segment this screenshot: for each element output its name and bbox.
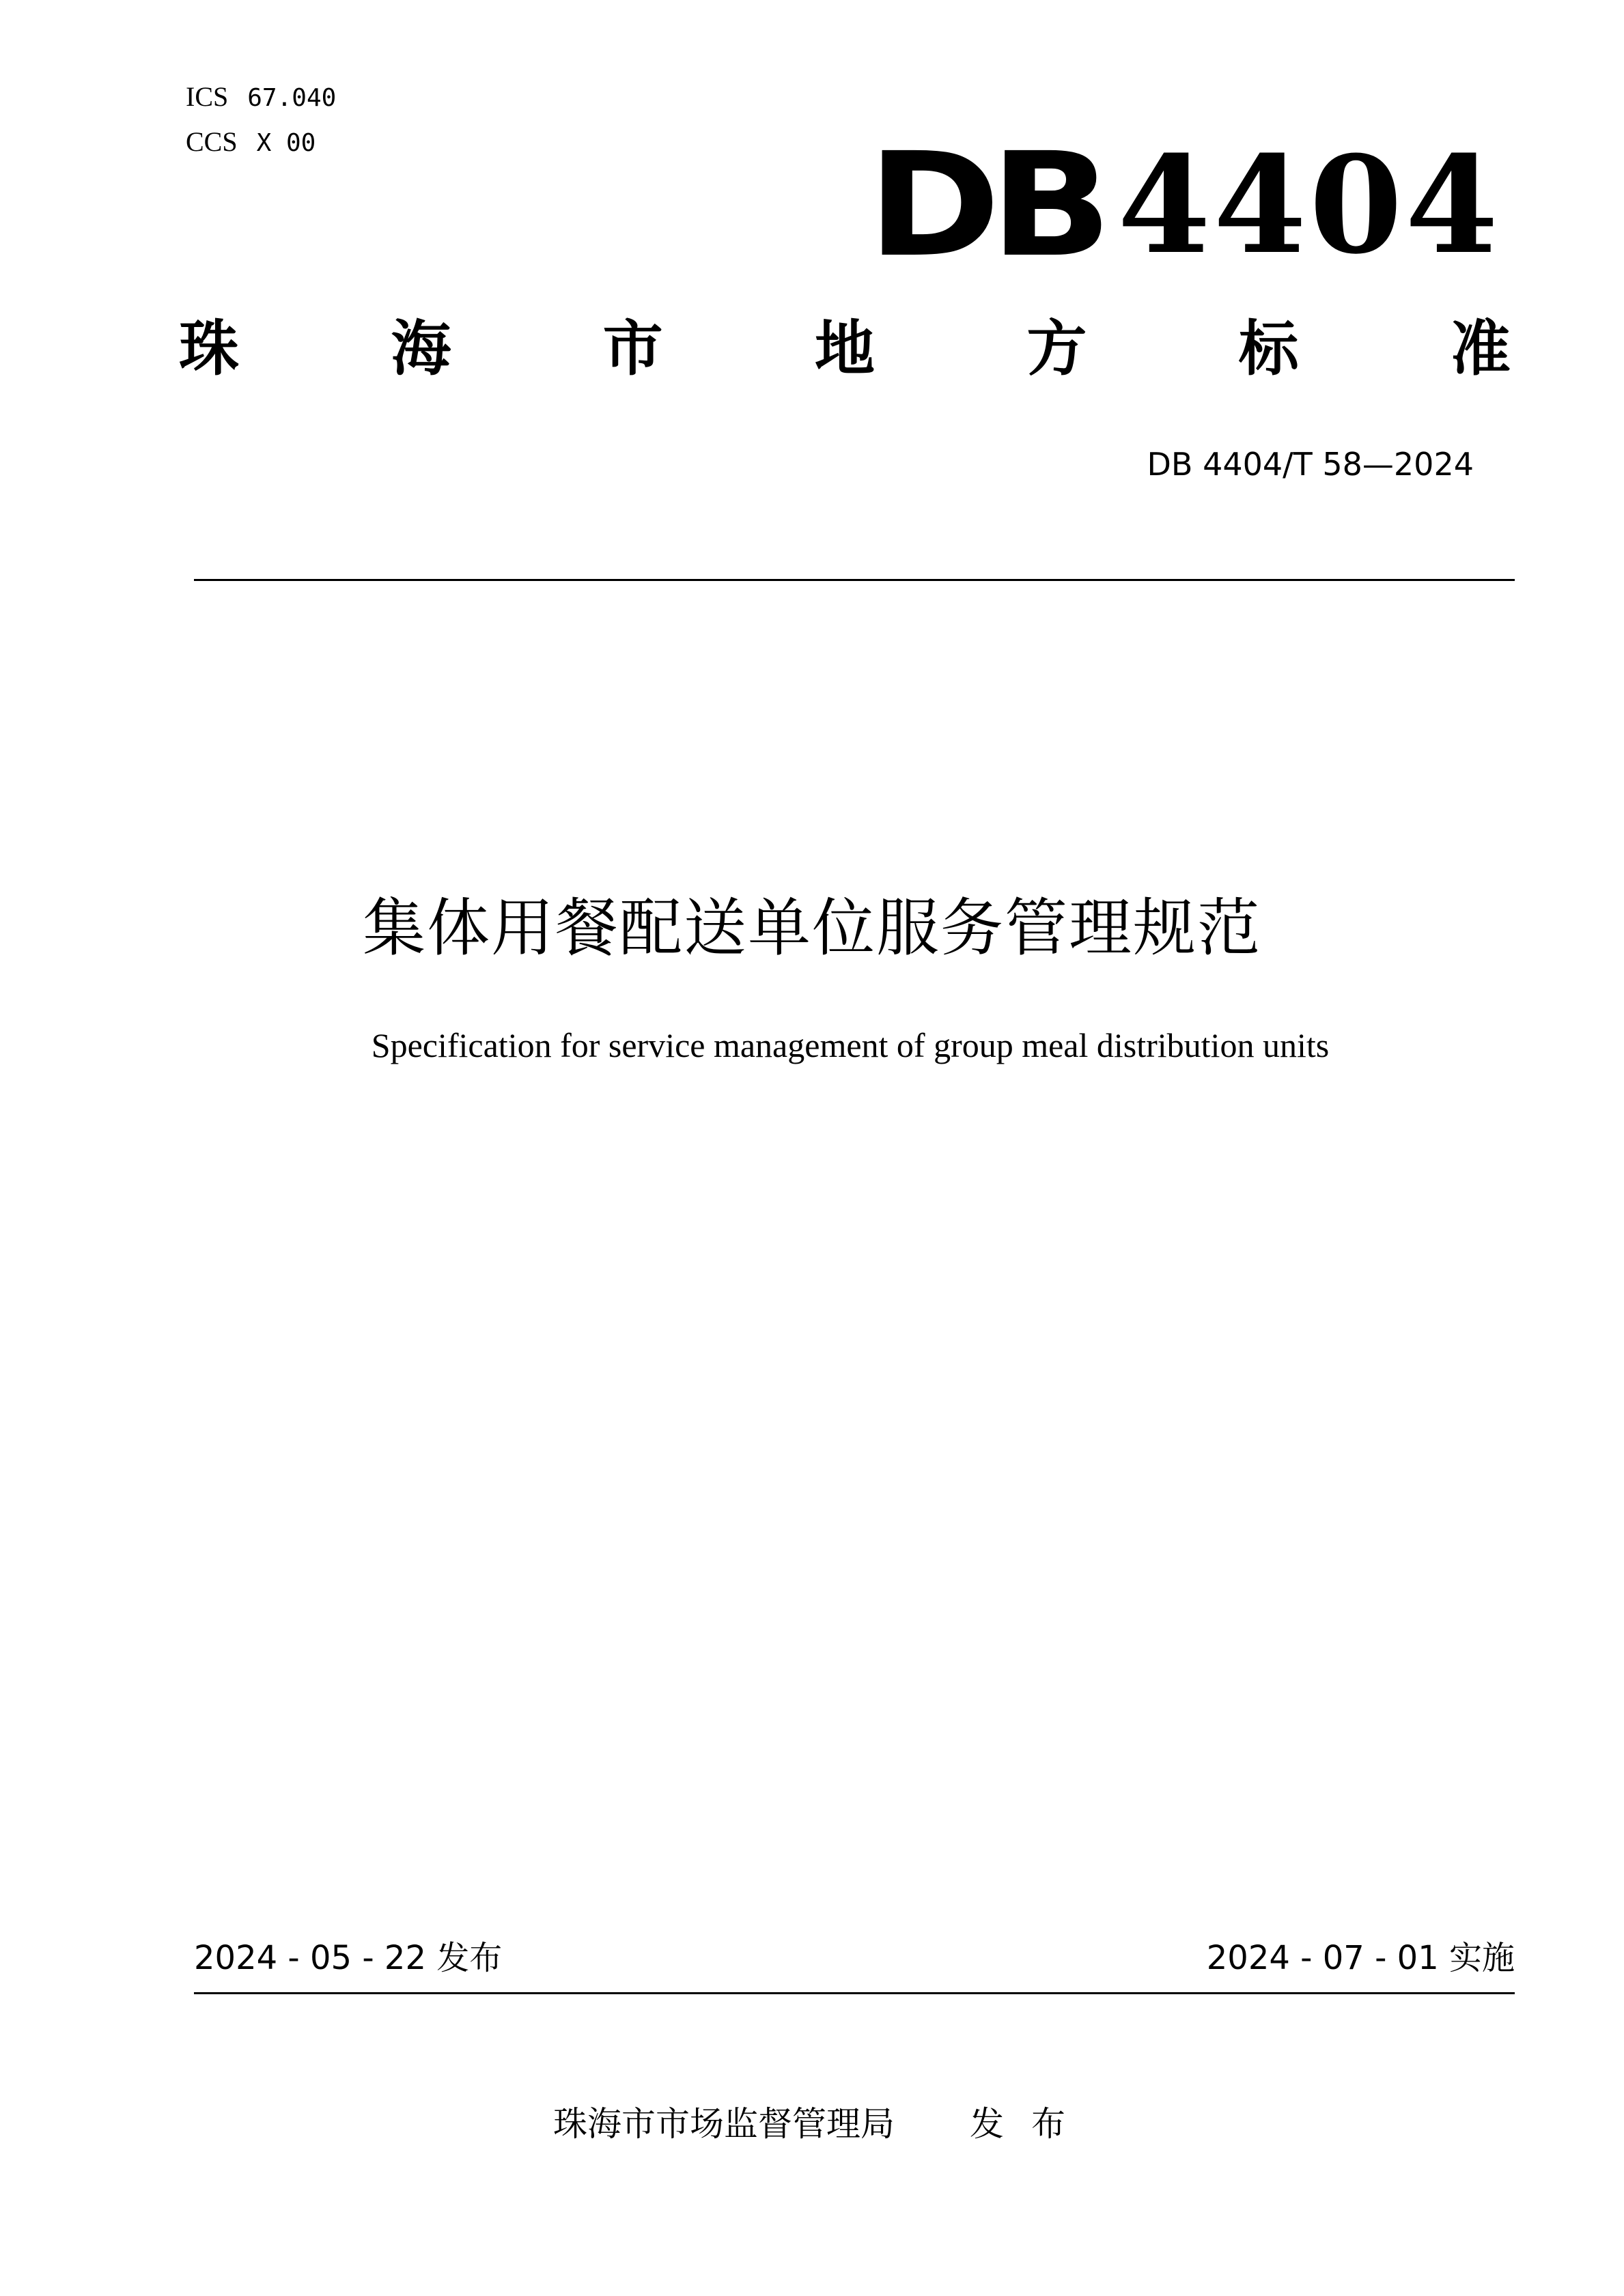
ccs-label: CCS bbox=[186, 126, 238, 157]
standard-type-char: 准 bbox=[1450, 313, 1511, 384]
db-logo-letters: DB bbox=[867, 122, 1102, 289]
standard-type-char: 方 bbox=[1026, 313, 1087, 384]
standard-type-char: 标 bbox=[1238, 313, 1299, 384]
issuer-name: 珠海市市场监督管理局 bbox=[553, 2104, 895, 2144]
ics-label: ICS bbox=[186, 81, 229, 112]
db-logo bbox=[867, 122, 1501, 289]
standard-number: DB 4404/T 58—2024 bbox=[1147, 446, 1474, 483]
standard-type-char: 珠 bbox=[179, 313, 240, 384]
classification-codes bbox=[186, 75, 336, 165]
issuer-action: 发布 bbox=[970, 2104, 1093, 2144]
issue-date: 2024 - 05 - 22 发布 bbox=[194, 1939, 503, 1977]
standard-type-char: 海 bbox=[391, 313, 451, 384]
ics-code: 67.040 bbox=[247, 84, 337, 112]
standard-type-char: 市 bbox=[602, 313, 663, 384]
ccs-code: X 00 bbox=[256, 129, 316, 157]
ics-row bbox=[186, 75, 336, 120]
standard-type-char: 地 bbox=[814, 313, 875, 384]
top-divider bbox=[194, 579, 1515, 581]
document-title-chinese: 集体用餐配送单位服务管理规范 bbox=[362, 892, 1261, 965]
standard-type-heading bbox=[179, 311, 1511, 386]
effective-date: 2024 - 07 - 01 实施 bbox=[1206, 1939, 1515, 1977]
issuer-line bbox=[553, 2100, 1093, 2148]
bottom-divider bbox=[194, 1992, 1515, 1994]
dates-row bbox=[194, 1936, 1515, 1980]
ccs-row bbox=[186, 120, 336, 165]
document-title-english: Specification for service management of group meal distribution units bbox=[371, 1026, 1330, 1064]
db-logo-number: 4404 bbox=[1117, 127, 1501, 284]
